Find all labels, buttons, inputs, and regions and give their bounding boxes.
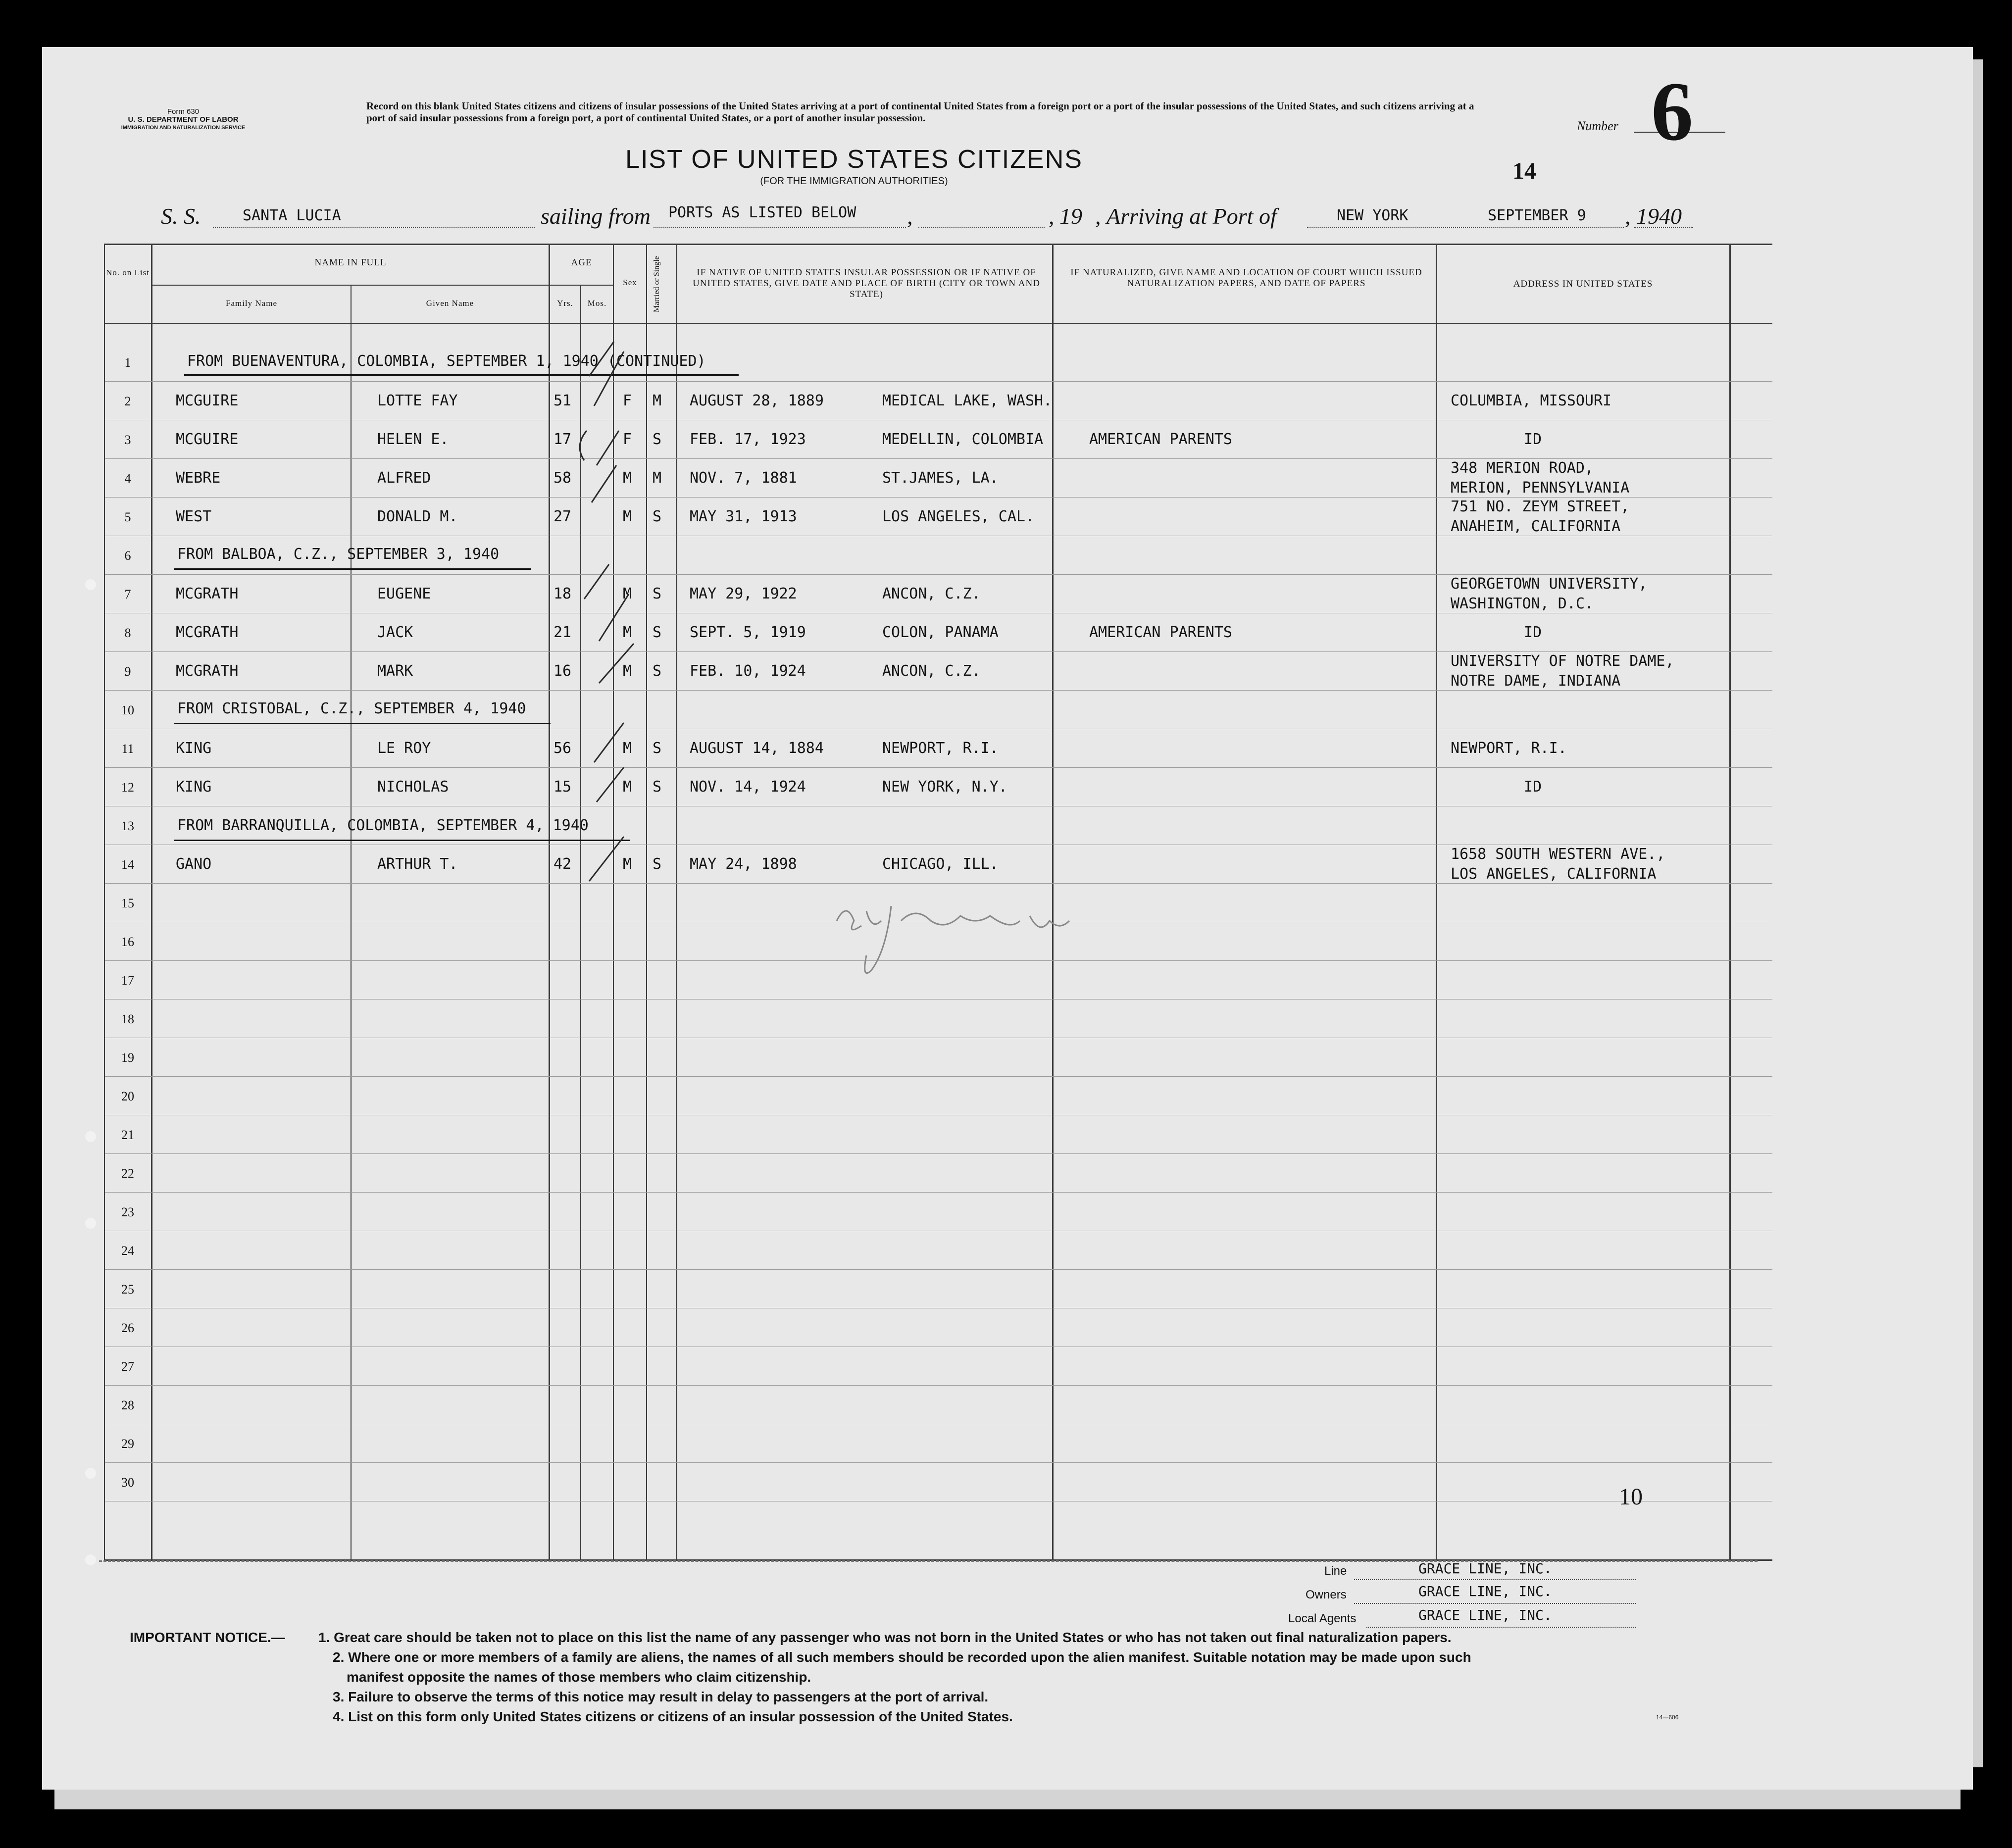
age-years: 56 (553, 740, 572, 757)
col-header-birth: IF NATIVE OF UNITED STATES INSULAR POSSESSION OR IF NATIVE OF UNITED STATES, GIVE DATE AND PLACE OF BIRTH (CITY OR TOWN AND STATE) (693, 267, 1040, 300)
address-line: 1658 SOUTH WESTERN AVE., (1451, 846, 1665, 863)
check-mark (594, 351, 624, 406)
address-line: GEORGETOWN UNIVERSITY, (1451, 575, 1648, 593)
owners-underline (1354, 1603, 1636, 1604)
notice-item: 3. Failure to observe the terms of this notice may result in delay to passengers at the port of arrival. (333, 1689, 989, 1704)
table-col-line (549, 244, 550, 1560)
section-underline (174, 723, 551, 724)
row-number: 4 (124, 471, 131, 486)
family-name: MCGUIRE (176, 431, 239, 448)
birth-date: MAY 24, 1898 (690, 855, 797, 873)
row-number: 12 (121, 780, 134, 795)
service-name: IMMIGRATION AND NATURALIZATION SERVICE (121, 125, 246, 131)
marital-status: S (653, 508, 662, 525)
address-line: ID (1524, 778, 1542, 796)
age-years: 15 (553, 778, 572, 796)
age-years: 58 (553, 469, 572, 487)
punch-hole (85, 579, 96, 590)
row-number: 10 (121, 703, 134, 717)
row-rule (105, 1269, 1772, 1270)
check-mark (594, 723, 624, 762)
sex: M (623, 508, 632, 525)
birth-date: AUGUST 14, 1884 (690, 740, 824, 757)
family-name: MCGRATH (176, 662, 239, 680)
marital-status: S (653, 855, 662, 873)
col-header-no: No. on List (106, 268, 150, 277)
row-number: 20 (121, 1089, 134, 1103)
row-number: 19 (121, 1050, 134, 1065)
address-line: NOTRE DAME, INDIANA (1451, 672, 1621, 690)
sailing-label: sailing from (541, 203, 651, 229)
date-line (918, 227, 1045, 228)
birth-place: LOS ANGELES, CAL. (882, 508, 1035, 525)
punch-hole (85, 1554, 96, 1565)
line-value: GRACE LINE, INC. (1418, 1560, 1552, 1577)
row-number: 29 (121, 1437, 134, 1451)
given-name: DONALD M. (377, 508, 458, 525)
age-years: 18 (553, 585, 572, 602)
row-number: 5 (124, 510, 131, 524)
row-number: 15 (121, 896, 134, 910)
birth-date: FEB. 10, 1924 (690, 662, 806, 680)
record-instructions: Record on this blank United States citizens and citizens of insular possessions of the United States arriving at a port of continental United States from a foreign port or a port of the insular possessions of the United States, and such citizens arriving at a port of said insular possessions from a foreign port, a port of continental United States, or a port of another insular possession. (366, 100, 1474, 124)
address-line: MERION, PENNSYLVANIA (1451, 479, 1630, 497)
birth-place: NEW YORK, N.Y. (882, 778, 1007, 796)
birth-date: FEB. 17, 1923 (690, 431, 806, 448)
punch-hole (85, 1468, 96, 1479)
marital-status: S (653, 624, 662, 641)
sex: M (623, 855, 632, 873)
given-name: NICHOLAS (377, 778, 449, 796)
birth-date: AUGUST 28, 1889 (690, 392, 824, 409)
row-number: 7 (124, 587, 131, 601)
row-rule (105, 1462, 1772, 1463)
punch-hole (85, 1131, 96, 1142)
col-header-naturalized: IF NATURALIZED, GIVE NAME AND LOCATION OF COURT WHICH ISSUED NATURALIZATION PAPERS, AND DATE OF PAPERS (1070, 267, 1422, 289)
marital-status: M (653, 469, 662, 487)
page-edge-bottom (54, 1790, 1961, 1809)
birth-date: MAY 29, 1922 (690, 585, 797, 602)
family-name: KING (176, 740, 212, 757)
birth-place: NEWPORT, R.I. (882, 740, 999, 757)
punch-hole (85, 1218, 96, 1229)
marital-status: S (653, 740, 662, 757)
row-number: 3 (124, 433, 131, 447)
table-col-line (351, 286, 352, 1560)
row-number: 16 (121, 935, 134, 949)
address-line: 348 MERION ROAD, (1451, 459, 1594, 477)
arrival-year: 1940 (1636, 203, 1682, 229)
given-name: ALFRED (377, 469, 431, 487)
section-underline (174, 568, 531, 570)
check-mark (599, 644, 634, 683)
address-line: UNIVERSITY OF NOTRE DAME, (1451, 652, 1674, 670)
owners-label: Owners (1306, 1588, 1347, 1601)
col-header-age: AGE (571, 257, 592, 268)
row-rule (105, 458, 1772, 459)
address-line: WASHINGTON, D.C. (1451, 595, 1594, 612)
row-number: 9 (124, 664, 131, 679)
family-name: MCGUIRE (176, 392, 239, 409)
table-top-border (104, 244, 1772, 245)
given-name: ARTHUR T. (377, 855, 458, 873)
address-line: ANAHEIM, CALIFORNIA (1451, 518, 1621, 535)
check-mark (597, 767, 624, 802)
address-line: LOS ANGELES, CALIFORNIA (1451, 865, 1657, 883)
birth-place: MEDELLIN, COLOMBIA (882, 431, 1044, 448)
birth-place: CHICAGO, ILL. (882, 855, 999, 873)
age-years: 51 (553, 392, 572, 409)
sex: M (623, 469, 632, 487)
naturalization-info: AMERICAN PARENTS (1089, 431, 1232, 448)
row-number: 24 (121, 1244, 134, 1258)
address-line: 751 NO. ZEYM STREET, (1451, 498, 1630, 515)
marital-status: M (653, 392, 662, 409)
col-header-given: Given Name (426, 299, 474, 308)
row-rule (105, 1192, 1772, 1193)
given-name: EUGENE (377, 585, 431, 602)
family-name: KING (176, 778, 212, 796)
row-number: 13 (121, 819, 134, 833)
row-number: 18 (121, 1012, 134, 1026)
age-years: 42 (553, 855, 572, 873)
check-mark (589, 837, 624, 881)
row-rule (105, 883, 1772, 884)
check-mark (599, 594, 629, 641)
table-col-line (1436, 244, 1437, 1560)
sex: F (623, 392, 632, 409)
given-name: LE ROY (377, 740, 431, 757)
check-mark (584, 564, 609, 599)
marital-status: S (653, 585, 662, 602)
address-line: ID (1524, 624, 1542, 641)
birth-place: COLON, PANAMA (882, 624, 999, 641)
table-col-line (104, 244, 105, 1560)
arrival-port: NEW YORK (1337, 207, 1408, 224)
notice-item: 2. Where one or more members of a family are aliens, the names of all such members should be recorded upon the alien manifest. Suitable notation may be made upon such (333, 1649, 1471, 1665)
birth-place: ANCON, C.Z. (882, 585, 981, 602)
given-name: LOTTE FAY (377, 392, 458, 409)
age-years: 16 (553, 662, 572, 680)
birth-date: MAY 31, 1913 (690, 508, 797, 525)
birth-date: NOV. 7, 1881 (690, 469, 797, 487)
birth-date: SEPT. 5, 1919 (690, 624, 806, 641)
table-col-line (151, 244, 152, 1560)
sailing-line (654, 227, 906, 228)
row-rule (105, 381, 1772, 382)
agents-label: Local Agents (1288, 1612, 1357, 1625)
department-name: U. S. DEPARTMENT OF LABOR (128, 115, 239, 124)
ss-label: S. S. (161, 203, 201, 229)
col-header-sex: Sex (623, 278, 637, 287)
row-number: 26 (121, 1321, 134, 1335)
section-header: FROM BALBOA, C.Z., SEPTEMBER 3, 1940 (177, 546, 500, 563)
sex: M (623, 624, 632, 641)
address-line: ID (1524, 431, 1542, 448)
line-underline (1354, 1579, 1636, 1580)
birth-place: MEDICAL LAKE, WASH. (882, 392, 1053, 409)
row-rule (105, 1385, 1772, 1386)
year-prefix: 19 (1059, 203, 1082, 229)
row-number: 6 (124, 549, 131, 563)
row-number: 27 (121, 1359, 134, 1374)
row-rule (105, 497, 1772, 498)
marital-status: S (653, 778, 662, 796)
ship-name: SANTA LUCIA (243, 207, 341, 224)
row-rule (105, 1076, 1772, 1077)
section-underline (174, 840, 630, 841)
check-mark (589, 342, 614, 376)
row-number: 22 (121, 1166, 134, 1181)
agents-value: GRACE LINE, INC. (1418, 1607, 1552, 1623)
given-name: MARK (377, 662, 413, 680)
row-number: 30 (121, 1475, 134, 1490)
row-number: 11 (121, 742, 134, 756)
number-label: Number (1577, 119, 1618, 133)
table-col-line (676, 244, 677, 1560)
pencil-signature (832, 891, 1129, 990)
manifest-number: 6 (1651, 65, 1693, 158)
port-line (1307, 227, 1624, 228)
naturalization-info: AMERICAN PARENTS (1089, 624, 1232, 641)
row-number: 8 (124, 626, 131, 640)
family-name: WEST (176, 508, 212, 525)
address-line: COLUMBIA, MISSOURI (1451, 392, 1612, 409)
check-mark (580, 431, 587, 460)
row-rule (105, 1153, 1772, 1154)
row-number: 21 (121, 1128, 134, 1142)
age-years: 17 (553, 431, 572, 448)
marital-status: S (653, 431, 662, 448)
page-title: LIST OF UNITED STATES CITIZENS (625, 145, 1083, 174)
notice-item: 1. Great care should be taken not to place on this list the name of any passenger who was not born in the United States or who has not taken out final naturalization papers. (318, 1630, 1452, 1645)
col-header-yrs: Yrs. (557, 299, 573, 308)
address-line: NEWPORT, R.I. (1451, 740, 1567, 757)
section-header: FROM BARRANQUILLA, COLOMBIA, SEPTEMBER 4, 1940 (177, 817, 589, 834)
row-rule (105, 767, 1772, 768)
row-number: 17 (121, 973, 134, 988)
given-name: JACK (377, 624, 413, 641)
sex: F (623, 431, 632, 448)
section-header: FROM BUENAVENTURA, COLOMBIA, SEPTEMBER 1, 1940 (CONTINUED) (187, 352, 706, 370)
birth-date: NOV. 14, 1924 (690, 778, 806, 796)
check-mark (597, 431, 619, 465)
owners-value: GRACE LINE, INC. (1418, 1583, 1552, 1599)
name-subheader-border (151, 285, 562, 286)
page-subtitle: (FOR THE IMMIGRATION AUTHORITIES) (760, 176, 948, 187)
arrival-date: SEPTEMBER 9 (1488, 207, 1586, 224)
row-number: 14 (121, 857, 134, 872)
arriving-label: Arriving at Port of (1107, 203, 1277, 229)
given-name: HELEN E. (377, 431, 449, 448)
form-identifier (92, 108, 275, 132)
check-mark (592, 465, 616, 502)
marital-status: S (653, 662, 662, 680)
sex: M (623, 778, 632, 796)
col-header-mos: Mos. (587, 299, 607, 308)
notice-heading: IMPORTANT NOTICE.— (130, 1630, 285, 1645)
sex: M (623, 585, 632, 602)
birth-place: ST.JAMES, LA. (882, 469, 999, 487)
sex: M (623, 740, 632, 757)
row-number: 2 (124, 394, 131, 408)
notice-item: 4. List on this form only United States citizens or citizens of an insular possession of the United States. (333, 1709, 1013, 1724)
section-header: FROM CRISTOBAL, C.Z., SEPTEMBER 4, 1940 (177, 700, 526, 717)
ship-line (213, 227, 535, 228)
row-rule (105, 651, 1772, 652)
col-header-address: ADDRESS IN UNITED STATES (1513, 279, 1653, 289)
page-edge (1973, 59, 1983, 1767)
family-name: GANO (176, 855, 212, 873)
corner-number: 10 (1619, 1484, 1643, 1510)
check-marks (569, 337, 668, 896)
table-header-border (104, 323, 1772, 324)
family-name: MCGRATH (176, 624, 239, 641)
family-name: WEBRE (176, 469, 221, 487)
age-years: 27 (553, 508, 572, 525)
row-rule (105, 690, 1772, 691)
family-name: MCGRATH (176, 585, 239, 602)
row-number: 23 (121, 1205, 134, 1219)
sailing-from: PORTS AS LISTED BELOW (668, 204, 856, 221)
age-years: 21 (553, 624, 572, 641)
col-header-married: Married or Single (653, 256, 661, 312)
birth-place: ANCON, C.Z. (882, 662, 981, 680)
col-header-name: NAME IN FULL (314, 257, 387, 268)
row-rule (105, 574, 1772, 575)
table-col-line (1729, 244, 1731, 1560)
row-number: 1 (124, 355, 131, 370)
row-number: 28 (121, 1398, 134, 1412)
form-code: 14—606 (1656, 1714, 1679, 1721)
form-number: Form 630 (167, 107, 200, 116)
notice-item: manifest opposite the names of those members who claim citizenship. (347, 1669, 811, 1685)
col-header-family: Family Name (225, 299, 277, 308)
page-number: 14 (1512, 158, 1536, 184)
line-label: Line (1324, 1564, 1347, 1578)
row-number: 25 (121, 1282, 134, 1297)
sex: M (623, 662, 632, 680)
